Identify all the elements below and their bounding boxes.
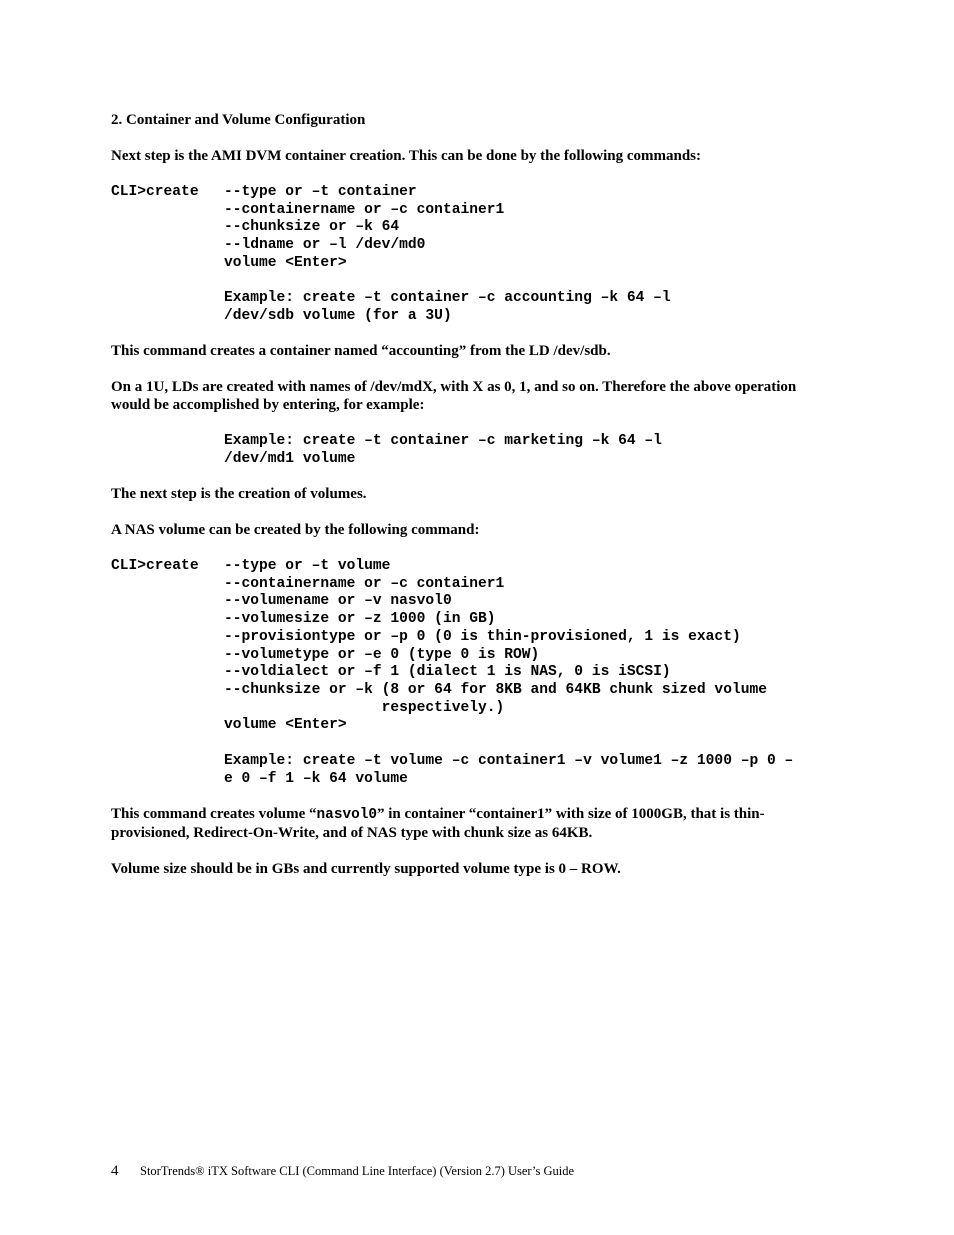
command-example: /dev/sdb volume (for a 3U) (224, 308, 452, 324)
paragraph-accounting: This command creates a container named “accounting” from the LD /dev/sdb. (111, 343, 611, 359)
command-option: --type or –t volume (224, 558, 391, 574)
command-example: /dev/md1 volume (224, 451, 356, 467)
cli-prompt: CLI>create (111, 184, 199, 200)
command-option: --type or –t container (224, 184, 417, 200)
command-option: --volumesize or –z 1000 (in GB) (224, 611, 496, 627)
command-option: volume <Enter> (224, 717, 347, 733)
command-option: --volumename or –v nasvol0 (224, 593, 452, 609)
inline-code: nasvol0 (316, 807, 377, 823)
command-example: Example: create –t container –c accounting –k 64 –l (224, 290, 671, 306)
intro-paragraph: Next step is the AMI DVM container creation. This can be done by the following commands: (111, 148, 701, 164)
command-example: Example: create –t container –c marketing –k 64 –l (224, 433, 662, 449)
paragraph-1u-line2: would be accomplished by entering, for example: (111, 397, 425, 413)
command-option: --chunksize or –k 64 (224, 219, 400, 235)
paragraph-volume-result-line2: provisioned, Redirect-On-Write, and of NAS type with chunk size as 64KB. (111, 825, 593, 841)
command-option: --ldname or –l /dev/md0 (224, 237, 426, 253)
cli-prompt: CLI>create (111, 558, 199, 574)
paragraph-next-step: The next step is the creation of volumes. (111, 486, 367, 502)
page-number: 4 (111, 1163, 119, 1179)
command-option: respectively.) (224, 700, 505, 716)
command-example: e 0 –f 1 –k 64 volume (224, 771, 408, 787)
command-option: volume <Enter> (224, 255, 347, 271)
text-segment: ” in container “container1” with size of 1000GB, that is thin- (377, 806, 765, 822)
command-option: --volumetype or –e 0 (type 0 is ROW) (224, 647, 540, 663)
command-option: --chunksize or –k (8 or 64 for 8KB and 64KB chunk sized volume (224, 682, 767, 698)
footer-title: StorTrends® iTX Software CLI (Command Line Interface) (Version 2.7) User’s Guide (140, 1164, 575, 1178)
container-create-command (111, 183, 671, 343)
command-example: Example: create –t volume –c container1 –v volume1 –z 1000 –p 0 – (224, 753, 794, 769)
paragraph-nas-volume: A NAS volume can be created by the following command: (111, 522, 480, 538)
paragraph-volume-result-line1 (111, 806, 765, 823)
volume-create-command (111, 557, 794, 797)
command-option: --voldialect or –f 1 (dialect 1 is NAS, 0 is iSCSI) (224, 664, 671, 680)
paragraph-1u-line1: On a 1U, LDs are created with names of /dev/mdX, with X as 0, 1, and so on. Therefore the above operation (111, 379, 797, 395)
section-heading: 2. Container and Volume Configuration (111, 112, 366, 128)
command-option: --provisiontype or –p 0 (0 is thin-provisioned, 1 is exact) (224, 629, 741, 645)
paragraph-volume-size: Volume size should be in GBs and currently supported volume type is 0 – ROW. (111, 861, 621, 877)
text-segment: This command creates volume “ (111, 806, 317, 822)
command-option: --containername or –c container1 (224, 202, 505, 218)
command-option: --containername or –c container1 (224, 576, 505, 592)
